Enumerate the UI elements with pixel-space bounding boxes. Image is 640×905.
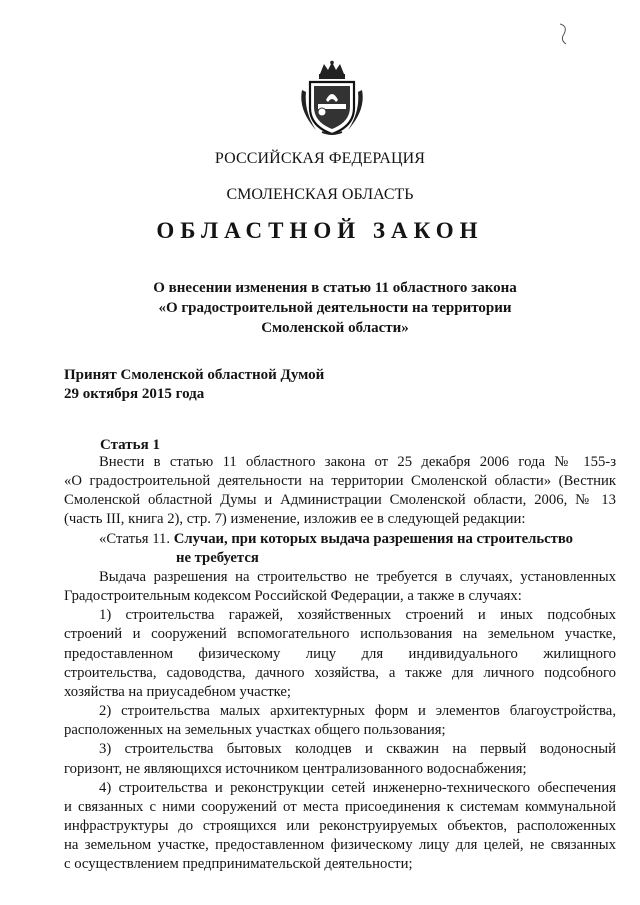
list-item-line: 1) строительства гаражей, хозяйственных строений и иных подсобных (99, 607, 616, 624)
list-item-line: 4) строительства и реконструкции сетей инженерно-технического обеспечения (99, 779, 616, 796)
law-title (120, 278, 550, 338)
quoted-article-title-cont (64, 549, 616, 568)
list-item-line: инфраструктуры до строящихся или реконструируемых объектов, расположенных (64, 817, 616, 834)
list-item-line: и связанных с ними сооружений от места присоединения к системам коммунальной (64, 798, 616, 815)
list-item-line: расположенных на земельных участках общего пользования; (64, 722, 446, 739)
text-line: (часть III, книга 2), стр. 7) изменение, изложив ее в следующей редакции: (64, 511, 526, 528)
article-heading: Статья 1 (100, 437, 160, 453)
adoption-date: 29 октября 2015 года (64, 386, 205, 402)
coat-of-arms-emblem (296, 60, 368, 136)
list-item-line: 3) строительства бытовых колодцев и скважин на первый водоносный (99, 741, 616, 758)
country-heading: РОССИЙСКАЯ ФЕДЕРАЦИЯ (214, 150, 426, 167)
adoption-info (64, 366, 324, 404)
quoted-article-title-text: Случаи, при которых выдача разрешения на строительство (173, 530, 574, 547)
text-line: Градостроительным кодексом Российской Федерации, а также в случаях: (64, 588, 522, 605)
adopted-by: Принят Смоленской областной Думой (64, 367, 325, 383)
law-title-line: Смоленской области» (261, 320, 409, 336)
document-type-heading: ОБЛАСТНОЙ ЗАКОН (156, 218, 484, 243)
list-item-line: хозяйства на приусадебном участке; (64, 683, 292, 700)
text-line: Внести в статью 11 областного закона от 25 декабря 2006 года № 155-з (99, 454, 616, 470)
text-line: Выдача разрешения на строительство не требуется в случаях, установленных (99, 568, 616, 585)
law-title-line: О внесении изменения в статью 11 областного закона (153, 280, 517, 296)
list-item-line: с осуществлением предпринимательской деятельности; (64, 856, 413, 873)
quoted-article-title (64, 530, 616, 549)
list-item-line: горизонт, не являющихся источником централизованного водоснабжения; (64, 760, 527, 777)
region-heading: СМОЛЕНСКАЯ ОБЛАСТЬ (226, 186, 414, 203)
quoted-article-title-text: не требуется (176, 549, 259, 566)
list-item-line: строительства, садоводства, дачного хозяйства, а также для личного подсобного (64, 664, 616, 681)
text-line: Смоленской областной Думы и Администрации Смоленской области, 2006, № 13 (64, 492, 616, 509)
list-item-line: на земельном участке, предоставленном физическому лицу для целей, не связанных (64, 837, 616, 854)
law-title-line: «О градостроительной деятельности на территории (158, 300, 512, 316)
handwritten-mark (556, 22, 570, 46)
article-body (64, 453, 616, 874)
list-item-line: 2) строительства малых архитектурных форм и элементов благоустройства, (99, 703, 616, 720)
text-line: «О градостроительной деятельности на территории Смоленской области» (Вестник (64, 473, 616, 490)
list-item-line: строений и сооружений вспомогательного использования на земельном участке, (64, 626, 616, 643)
quoted-article-number: «Статья 11. (99, 530, 171, 547)
list-item-line: предоставленном физическому лицу для индивидуального жилищного (64, 645, 616, 662)
